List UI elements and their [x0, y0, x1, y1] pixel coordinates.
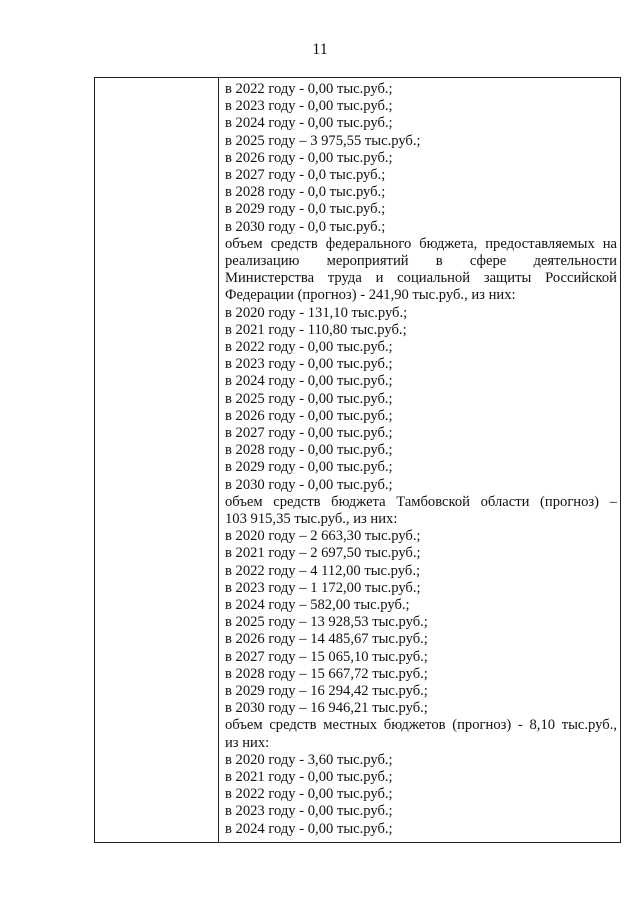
text-line: в 2025 году – 3 975,55 тыс.руб.; [225, 132, 421, 149]
text-line: в 2029 году - 0,0 тыс.руб.; [225, 201, 386, 218]
text-line: в 2024 году - 0,00 тыс.руб.; [225, 115, 393, 132]
table-right-cell [225, 81, 617, 838]
text-line: в 2022 году - 0,00 тыс.руб.; [225, 81, 393, 97]
text-line: в 2022 году – 4 112,00 тыс.руб.; [225, 562, 421, 579]
text-line: в 2023 году - 0,00 тыс.руб.; [225, 803, 393, 820]
text-line: в 2027 году - 0,00 тыс.руб.; [225, 425, 393, 442]
text-line: в 2020 году - 3,60 тыс.руб.; [225, 751, 393, 768]
text-line: в 2020 году – 2 663,30 тыс.руб.; [225, 528, 421, 545]
text-line: в 2028 году – 15 667,72 тыс.руб.; [225, 665, 428, 682]
text-line: в 2028 году - 0,0 тыс.руб.; [225, 184, 386, 201]
text-line: в 2025 году – 13 928,53 тыс.руб.; [225, 614, 428, 631]
text-line: в 2030 году – 16 946,21 тыс.руб.; [225, 700, 428, 717]
text-line: в 2028 году - 0,00 тыс.руб.; [225, 442, 393, 459]
text-line: в 2027 году – 15 065,10 тыс.руб.; [225, 648, 428, 665]
text-line: в 2025 году - 0,00 тыс.руб.; [225, 390, 393, 407]
text-line: объем средств бюджета Тамбовской области (прогноз) – [225, 493, 617, 510]
text-line: в 2023 году - 0,00 тыс.руб.; [225, 98, 393, 115]
text-line: реализацию мероприятий в сфере деятельности [225, 253, 617, 270]
text-line: в 2027 году - 0,0 тыс.руб.; [225, 167, 386, 184]
text-line: в 2026 году - 0,00 тыс.руб.; [225, 407, 393, 424]
text-line: в 2030 году - 0,0 тыс.руб.; [225, 218, 386, 235]
page-number: 11 [312, 41, 328, 58]
text-line: объем средств федерального бюджета, предоставляемых на [225, 235, 617, 252]
text-line: в 2024 году – 582,00 тыс.руб.; [225, 597, 410, 614]
text-line: в 2026 году – 14 485,67 тыс.руб.; [225, 631, 428, 648]
text-line: в 2023 году – 1 172,00 тыс.руб.; [225, 579, 421, 596]
text-line: объем средств местных бюджетов (прогноз) - 8,10 тыс.руб., [225, 717, 617, 734]
text-line: в 2030 году - 0,00 тыс.руб.; [225, 476, 393, 493]
text-line: Федерации (прогноз) - 241,90 тыс.руб., из них: [225, 287, 516, 304]
table-left-cell [95, 78, 219, 842]
text-line: в 2022 году - 0,00 тыс.руб.; [225, 339, 393, 355]
text-line: в 2022 году - 0,00 тыс.руб.; [225, 786, 393, 803]
text-line: в 2029 году – 16 294,42 тыс.руб.; [225, 683, 428, 700]
text-line: Министерства труда и социальной защиты Российской [225, 270, 617, 287]
text-line: в 2026 году - 0,00 тыс.руб.; [225, 149, 393, 166]
text-line: из них: [225, 734, 270, 751]
text-line: в 2021 году - 110,80 тыс.руб.; [225, 321, 407, 338]
text-line: в 2021 году - 0,00 тыс.руб.; [225, 769, 393, 786]
text-line: в 2020 году - 131,10 тыс.руб.; [225, 304, 408, 321]
text-line: в 2021 году – 2 697,50 тыс.руб.; [225, 545, 421, 562]
text-line: в 2023 году - 0,00 тыс.руб.; [225, 356, 393, 373]
text-line: в 2024 году - 0,00 тыс.руб.; [225, 373, 393, 390]
text-line: в 2029 году - 0,00 тыс.руб.; [225, 459, 393, 476]
document-table [94, 77, 621, 843]
text-line: 103 915,35 тыс.руб., из них: [225, 511, 398, 528]
text-line: в 2024 году - 0,00 тыс.руб.; [225, 820, 393, 837]
